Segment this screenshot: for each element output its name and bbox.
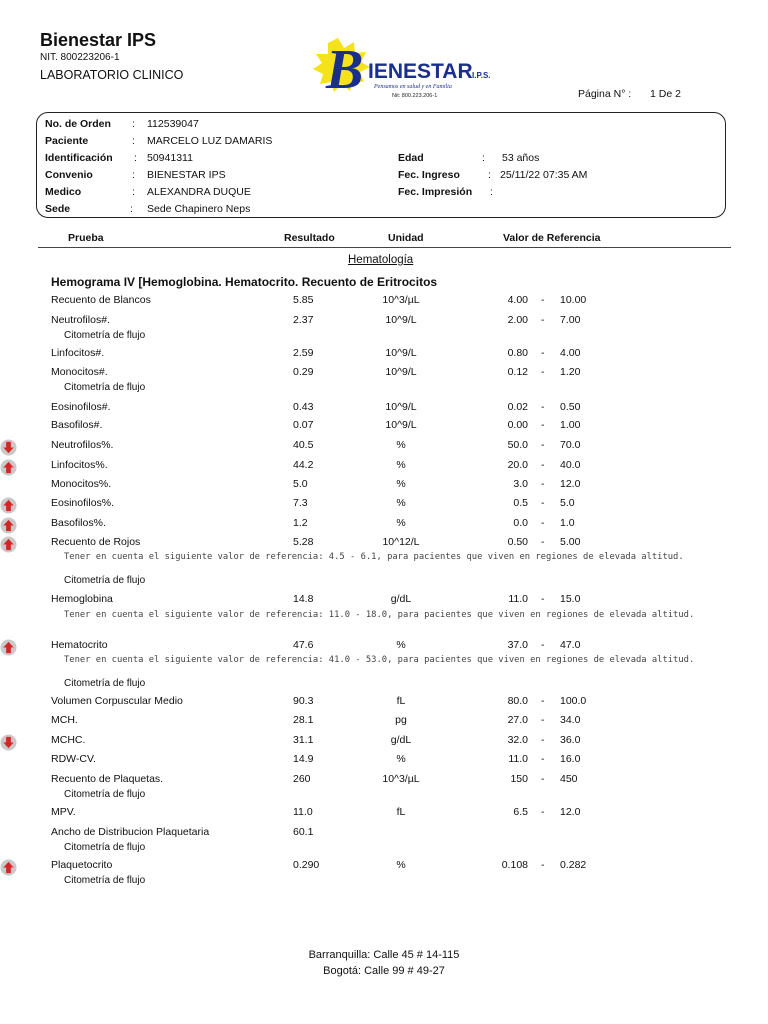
test-name: Monocitos%. [51,478,112,490]
arrow-up-icon [0,536,17,553]
column-header-result: Resultado [284,232,335,244]
test-unit: 10^9/L [385,347,417,359]
ref-low: 0.00 [507,419,528,431]
test-result: 5.85 [293,294,314,306]
patient-label: Paciente [45,135,89,147]
insurer-value: BIENESTAR IPS [147,169,226,181]
test-name: Basofilos#. [51,419,103,431]
ref-high: 40.0 [560,459,581,471]
test-name: Neutrofilos%. [51,439,114,451]
test-unit: % [396,497,406,509]
ref-low: 0.50 [507,536,528,548]
result-row [0,593,768,607]
test-result: 47.6 [293,639,314,651]
ref-low: 4.00 [507,294,528,306]
ref-low: 0.12 [507,366,528,378]
ref-low: 0.0 [513,517,528,529]
test-unit: fL [396,806,406,818]
ref-high: 450 [560,773,578,785]
insurer-colon: : [132,169,135,181]
arrow-up-icon [0,639,17,656]
reference-note: Tener en cuenta el siguiente valor de referencia: 4.5 - 6.1, para pacientes que viven en regiones de elevada altitud. [64,552,684,562]
ref-high: 34.0 [560,714,581,726]
ref-low: 0.02 [507,401,528,413]
test-result: 7.3 [293,497,308,509]
ref-low: 27.0 [507,714,528,726]
ref-low: 20.0 [507,459,528,471]
test-result: 0.07 [293,419,314,431]
method-label: Citometría de flujo [64,382,146,393]
ref-high: 1.20 [560,366,581,378]
ref-dash: - [541,536,545,548]
ref-high: 100.0 [560,695,587,707]
test-name: Recuento de Plaquetas. [51,773,164,785]
ref-dash: - [541,593,545,605]
result-row [0,294,768,308]
print-date-colon: : [490,186,493,198]
test-result: 2.59 [293,347,314,359]
test-unit: 10^3/µL [382,773,420,785]
result-row [0,639,768,653]
ref-high: 15.0 [560,593,581,605]
test-result: 5.28 [293,536,314,548]
ref-high: 36.0 [560,734,581,746]
ref-high: 4.00 [560,347,581,359]
test-result: 1.2 [293,517,308,529]
ref-high: 5.00 [560,536,581,548]
ref-low: 3.0 [513,478,528,490]
test-result: 14.9 [293,753,314,765]
test-result: 2.37 [293,314,314,326]
test-unit: 10^9/L [385,419,417,431]
test-name: MCH. [51,714,78,726]
age-value: 53 años [502,152,540,164]
ref-high: 0.282 [560,859,587,871]
doctor-label: Medico [45,186,82,198]
section-title: Hematología [348,254,414,266]
result-row [0,459,768,473]
id-colon: : [134,152,137,164]
method-label: Citometría de flujo [64,789,146,800]
test-unit: 10^9/L [385,314,417,326]
result-row [0,826,768,840]
test-unit: pg [395,714,407,726]
test-unit: % [396,478,406,490]
result-row [0,859,768,873]
ref-high: 16.0 [560,753,581,765]
ref-dash: - [541,419,545,431]
ref-dash: - [541,401,545,413]
site-value: Sede Chapinero Neps [147,203,251,215]
test-name: Hemoglobina [51,593,113,605]
ref-dash: - [541,753,545,765]
ref-high: 7.00 [560,314,581,326]
test-unit: 10^12/L [382,536,420,548]
test-name: Recuento de Rojos [51,536,141,548]
ref-dash: - [541,294,545,306]
lab-name: LABORATORIO CLINICO [40,68,184,82]
test-unit: g/dL [390,734,412,746]
ref-dash: - [541,347,545,359]
order-value: 112539047 [147,118,199,130]
reference-note: Tener en cuenta el siguiente valor de referencia: 41.0 - 53.0, para pacientes que viven en regiones de elevada altitud. [64,655,695,665]
method-label: Citometría de flujo [64,330,146,341]
doctor-value: ALEXANDRA DUQUE [147,186,251,198]
insurer-label: Convenio [45,169,93,181]
result-row [0,497,768,511]
test-unit: g/dL [390,593,412,605]
column-header-test: Prueba [68,232,104,244]
ref-low: 37.0 [507,639,528,651]
method-label: Citometría de flujo [64,575,146,586]
test-result: 11.0 [293,806,313,818]
result-row [0,439,768,453]
result-row [0,517,768,531]
site-label: Sede [45,203,71,215]
ref-dash: - [541,695,545,707]
test-name: Eosinofilos%. [51,497,115,509]
column-header-reference: Valor de Referencia [503,232,601,244]
ref-high: 1.0 [560,517,575,529]
ref-high: 5.0 [560,497,575,509]
test-result: 5.0 [293,478,308,490]
age-colon: : [482,152,485,164]
ref-dash: - [541,773,545,785]
test-unit: % [396,517,406,529]
panel-title: Hemograma IV [Hemoglobina. Hematocrito. Recuento de Eritrocitos [51,275,438,289]
bienestar-logo [298,36,508,102]
test-result: 44.2 [293,459,314,471]
result-row [0,419,768,433]
ref-dash: - [541,497,545,509]
logo-tagline: Pensamos en salud y en Familia [374,84,452,90]
test-result: 60.1 [293,826,314,838]
test-name: Monocitos#. [51,366,108,378]
method-label: Citometría de flujo [64,842,146,853]
arrow-down-icon [0,439,17,456]
ref-low: 0.80 [507,347,528,359]
ref-dash: - [541,714,545,726]
ref-high: 10.00 [560,294,587,306]
ref-high: 0.50 [560,401,581,413]
ref-low: 2.00 [507,314,528,326]
test-result: 31.1 [293,734,314,746]
ref-dash: - [541,314,545,326]
test-unit: 10^9/L [385,401,417,413]
header-divider [38,247,731,248]
ref-low: 11.0 [508,753,528,765]
ref-high: 12.0 [560,806,581,818]
test-unit: fL [396,695,406,707]
ref-low: 150 [510,773,528,785]
result-row [0,536,768,550]
ref-dash: - [541,734,545,746]
result-row [0,806,768,820]
arrow-down-icon [0,734,17,751]
ref-high: 70.0 [560,439,581,451]
arrow-up-icon [0,459,17,476]
test-name: Ancho de Distribucion Plaquetaria [51,826,210,838]
ref-dash: - [541,859,545,871]
test-unit: % [396,859,406,871]
result-row [0,478,768,492]
test-unit: % [396,753,406,765]
site-colon: : [130,203,133,215]
test-name: Basofilos%. [51,517,106,529]
test-unit: % [396,639,406,651]
logo-nit: Nit: 800.223.206-1 [392,93,438,99]
test-unit: 10^9/L [385,366,417,378]
page-number-value: 1 De 2 [650,88,681,100]
test-result: 14.8 [293,593,314,605]
ref-low: 80.0 [507,695,528,707]
footer-address-barranquilla: Barranquilla: Calle 45 # 14-115 [308,949,460,961]
test-unit: 10^3/µL [382,294,420,306]
ref-low: 0.108 [501,859,528,871]
test-result: 90.3 [293,695,314,707]
ref-dash: - [541,478,545,490]
order-colon: : [132,118,135,130]
ref-low: 50.0 [507,439,528,451]
test-name: Hematocrito [51,639,108,651]
patient-value: MARCELO LUZ DAMARIS [147,135,273,147]
test-name: Recuento de Blancos [51,294,151,306]
ref-high: 1.00 [560,419,581,431]
result-row [0,773,768,787]
print-date-label: Fec. Impresión [398,186,473,198]
ref-dash: - [541,517,545,529]
admit-date-value: 25/11/22 07:35 AM [500,169,588,181]
test-unit: % [396,459,406,471]
result-row [0,366,768,380]
order-label: No. de Orden [45,118,111,130]
ref-low: 32.0 [507,734,528,746]
ref-dash: - [541,639,545,651]
test-result: 40.5 [293,439,314,451]
test-name: RDW-CV. [51,753,96,765]
result-row [0,714,768,728]
page-number-label: Página N° : [578,88,632,100]
logo-wordmark: IENESTAR [368,60,473,83]
column-header-unit: Unidad [388,232,424,244]
age-label: Edad [398,152,424,164]
result-row [0,347,768,361]
company-nit: NIT. 800223206-1 [40,52,120,63]
method-label: Citometría de flujo [64,875,146,886]
arrow-up-icon [0,497,17,514]
arrow-up-icon [0,517,17,534]
ref-high: 47.0 [560,639,581,651]
test-name: MCHC. [51,734,86,746]
test-name: Eosinofilos#. [51,401,111,413]
ref-dash: - [541,366,545,378]
logo-b-letter: B [326,39,364,101]
test-result: 0.29 [293,366,314,378]
reference-note: Tener en cuenta el siguiente valor de referencia: 11.0 - 18.0, para pacientes que viven en regiones de elevada altitud. [64,610,695,620]
result-row [0,734,768,748]
logo-suffix: I.P.S. [472,71,491,80]
id-value: 50941311 [147,152,193,164]
id-label: Identificación [45,152,113,164]
ref-low: 11.0 [508,593,528,605]
patient-info-box [36,112,726,218]
result-row [0,314,768,328]
admit-date-label: Fec. Ingreso [398,169,460,181]
test-result: 28.1 [293,714,314,726]
result-row [0,695,768,709]
test-name: Linfocitos%. [51,459,108,471]
test-result: 0.43 [293,401,314,413]
company-name: Bienestar IPS [40,30,157,50]
ref-low: 0.5 [513,497,528,509]
test-result: 260 [293,773,311,785]
ref-dash: - [541,806,545,818]
patient-colon: : [132,135,135,147]
doctor-colon: : [132,186,135,198]
arrow-up-icon [0,859,17,876]
test-name: Linfocitos#. [51,347,105,359]
ref-low: 6.5 [513,806,528,818]
ref-dash: - [541,439,545,451]
test-name: Plaquetocrito [51,859,113,871]
result-row [0,401,768,415]
test-unit: % [396,439,406,451]
method-label: Citometría de flujo [64,678,146,689]
test-name: Neutrofilos#. [51,314,110,326]
admit-date-colon: : [488,169,491,181]
ref-high: 12.0 [560,478,581,490]
footer-address-bogota: Bogotá: Calle 99 # 49-27 [323,965,445,977]
test-name: Volumen Corpuscular Medio [51,695,183,707]
result-row [0,753,768,767]
test-result: 0.290 [293,859,320,871]
ref-dash: - [541,459,545,471]
test-name: MPV. [51,806,76,818]
